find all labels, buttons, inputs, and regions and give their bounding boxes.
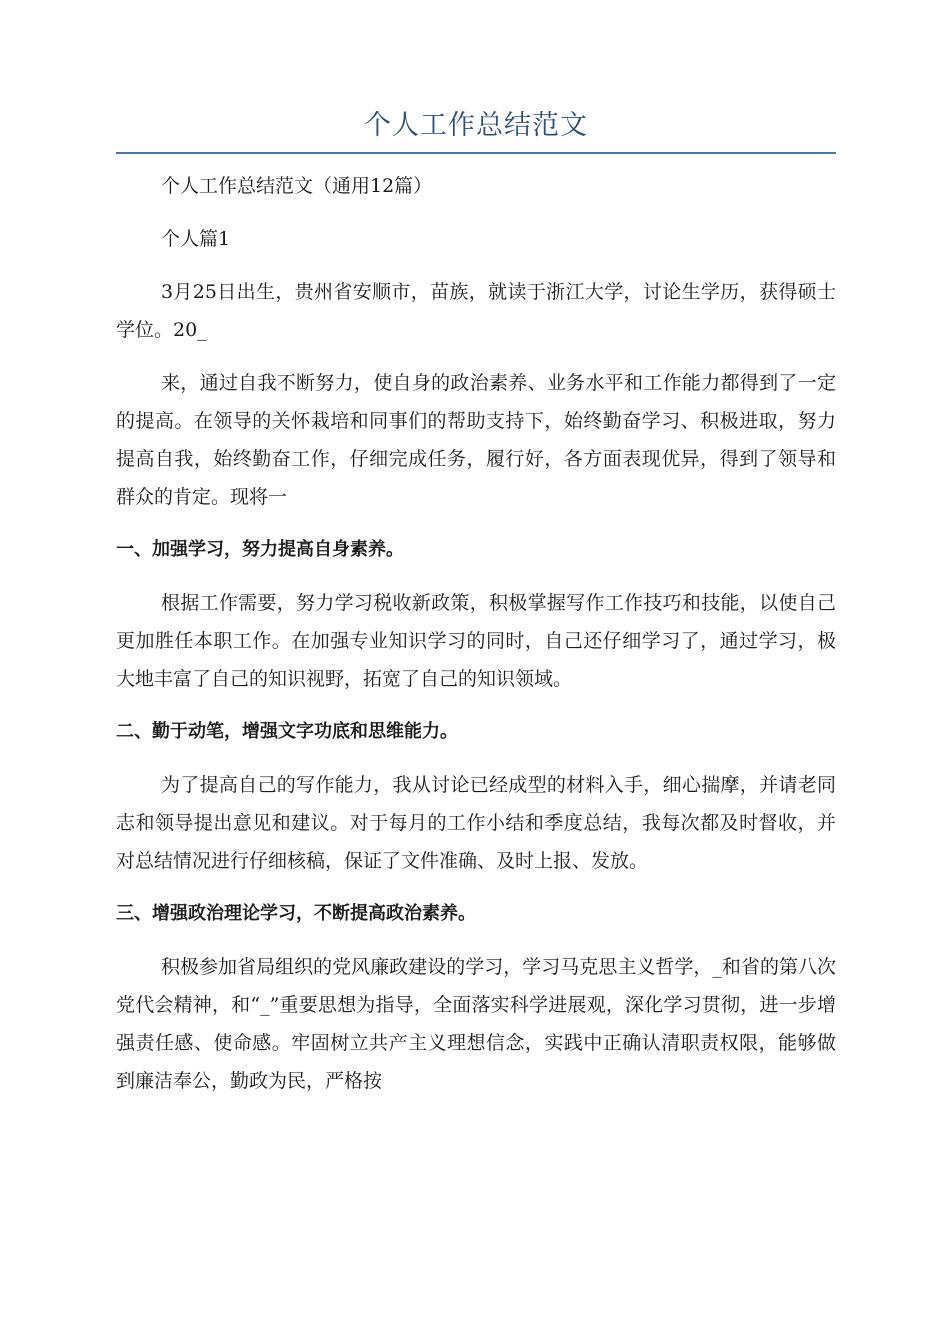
document-title: 个人工作总结范文 (364, 110, 588, 141)
body-paragraph: 3月25日出生，贵州省安顺市，苗族，就读于浙江大学，讨论生学历，获得硕士学位。20_ (116, 281, 836, 341)
body-paragraph: 为了提高自己的写作能力，我从讨论已经成型的材料入手，细心揣摩，并请老同志和领导提出意见和建议。对于每月的工作小结和季度总结，我每次都及时督收，并对总结情况进行仔细核稿，保证了文件准确、及时上报、发放。 (116, 774, 836, 872)
section-label: 个人篇1 (161, 228, 231, 250)
document-page (116, 100, 836, 1100)
section-heading: 二、勤于动笔，增强文字功底和思维能力。 (116, 721, 458, 742)
section-heading: 一、加强学习，努力提高自身素养。 (116, 539, 404, 560)
section-heading: 三、增强政治理论学习，不断提高政治素养。 (116, 903, 476, 924)
body-paragraph: 积极参加省局组织的党风廉政建设的学习，学习马克思主义哲学，_和省的第八次党代会精神，和“_”重要思想为指导，全面落实科学进展观，深化学习贯彻，进一步增强责任感、使命感。牢固树立共产主义理想信念，实践中正确认清职责权限，能够做到廉洁奉公，勤政为民，严格按 (116, 956, 836, 1092)
body-paragraph: 根据工作需要，努力学习税收新政策，积极掌握写作工作技巧和技能，以使自己更加胜任本职工作。在加强专业知识学习的同时，自己还仔细学习了，通过学习，极大地丰富了自己的知识视野，拓宽了自己的知识领域。 (116, 592, 836, 690)
body-paragraph: 来，通过自我不断努力，使自身的政治素养、业务水平和工作能力都得到了一定的提高。在领导的关怀栽培和同事们的帮助支持下，始终勤奋学习、积极进取，努力提高自我，始终勤奋工作，仔细完成任务，履行好，各方面表现优异，得到了领导和群众的肯定。现将一 (116, 372, 836, 508)
subtitle-paragraph: 个人工作总结范文（通用12篇） (161, 175, 433, 197)
